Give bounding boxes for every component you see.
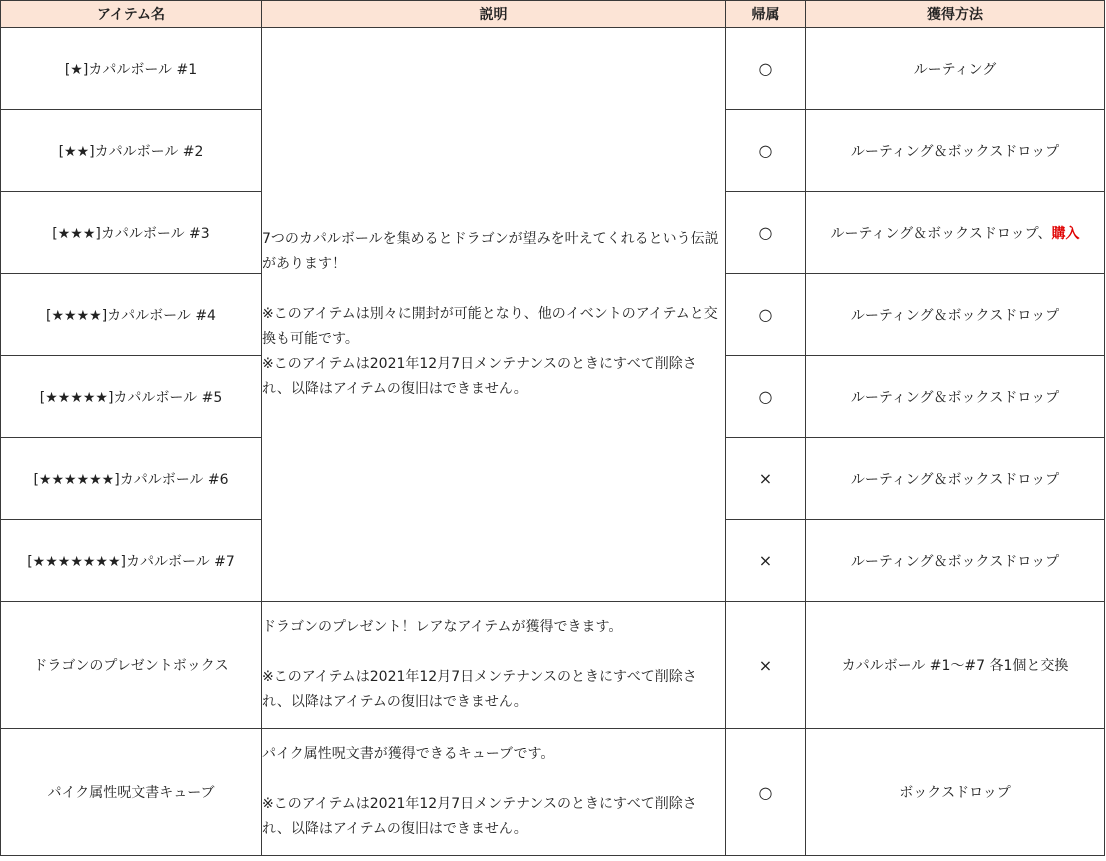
item-name: [★★★★★★]カパルボール #6	[1, 438, 262, 520]
capsule-description-intro: 7つのカパルボールを集めるとドラゴンが望みを叶えてくれるという伝説があります！	[262, 231, 719, 272]
header-item-name: アイテム名	[1, 1, 262, 28]
item-name: [★★★★]カパルボール #4	[1, 274, 262, 356]
item-name: [★★★★★★★]カパルボール #7	[1, 520, 262, 602]
dragon-box-description-intro: ドラゴンのプレゼント！レアなアイテムが獲得できます。	[262, 619, 623, 635]
bound-mark: ○	[726, 274, 806, 356]
acquisition-method: カパルボール #1～#7 各1個と交換	[806, 602, 1105, 729]
bound-mark: ○	[726, 110, 806, 192]
acquisition-method	[806, 192, 1105, 274]
item-name: ドラゴンのプレゼントボックス	[1, 602, 262, 729]
bound-mark: ○	[726, 729, 806, 856]
cube-description	[262, 729, 726, 856]
item-name: [★★★]カパルボール #3	[1, 192, 262, 274]
acquisition-method: ルーティング＆ボックスドロップ	[806, 356, 1105, 438]
purchase-highlight: 購入	[1051, 225, 1080, 242]
bound-mark: ×	[726, 438, 806, 520]
item-name: [★]カパルボール #1	[1, 28, 262, 110]
acquisition-method: ルーティング＆ボックスドロップ	[806, 520, 1105, 602]
dragon-box-description	[262, 602, 726, 729]
bound-mark: ○	[726, 28, 806, 110]
bound-mark: ○	[726, 356, 806, 438]
acquisition-method: ボックスドロップ	[806, 729, 1105, 856]
item-name: パイク属性呪文書キューブ	[1, 729, 262, 856]
acquisition-method: ルーティング	[806, 28, 1105, 110]
capsule-description	[262, 28, 726, 602]
table-row	[1, 28, 1105, 110]
table-row	[1, 729, 1105, 856]
item-name: [★★★★★]カパルボール #5	[1, 356, 262, 438]
bound-mark: ×	[726, 520, 806, 602]
bound-mark: ○	[726, 192, 806, 274]
header-method: 獲得方法	[806, 1, 1105, 28]
bound-mark: ×	[726, 602, 806, 729]
acquisition-method-text: ルーティング＆ボックスドロップ、	[830, 225, 1052, 242]
acquisition-method: ルーティング＆ボックスドロップ	[806, 438, 1105, 520]
header-bound: 帰属	[726, 1, 806, 28]
acquisition-method: ルーティング＆ボックスドロップ	[806, 274, 1105, 356]
item-name: [★★]カパルボール #2	[1, 110, 262, 192]
table-row	[1, 602, 1105, 729]
cube-description-intro: パイク属性呪文書が獲得できるキューブです。	[262, 746, 555, 762]
dragon-box-description-note: ※このアイテムは2021年12月7日メンテナンスのときにすべて削除され、以降はアイテムの復旧はできません。	[262, 669, 697, 710]
cube-description-note: ※このアイテムは2021年12月7日メンテナンスのときにすべて削除され、以降はアイテムの復旧はできません。	[262, 796, 697, 837]
capsule-description-note-exchange: ※このアイテムは別々に開封が可能となり、他のイベントのアイテムと交換も可能です。	[262, 306, 718, 347]
header-description: 説明	[262, 1, 726, 28]
capsule-description-note-deletion: ※このアイテムは2021年12月7日メンテナンスのときにすべて削除され、以降はアイテムの復旧はできません。	[262, 356, 697, 397]
header-row	[1, 1, 1105, 28]
acquisition-method: ルーティング＆ボックスドロップ	[806, 110, 1105, 192]
